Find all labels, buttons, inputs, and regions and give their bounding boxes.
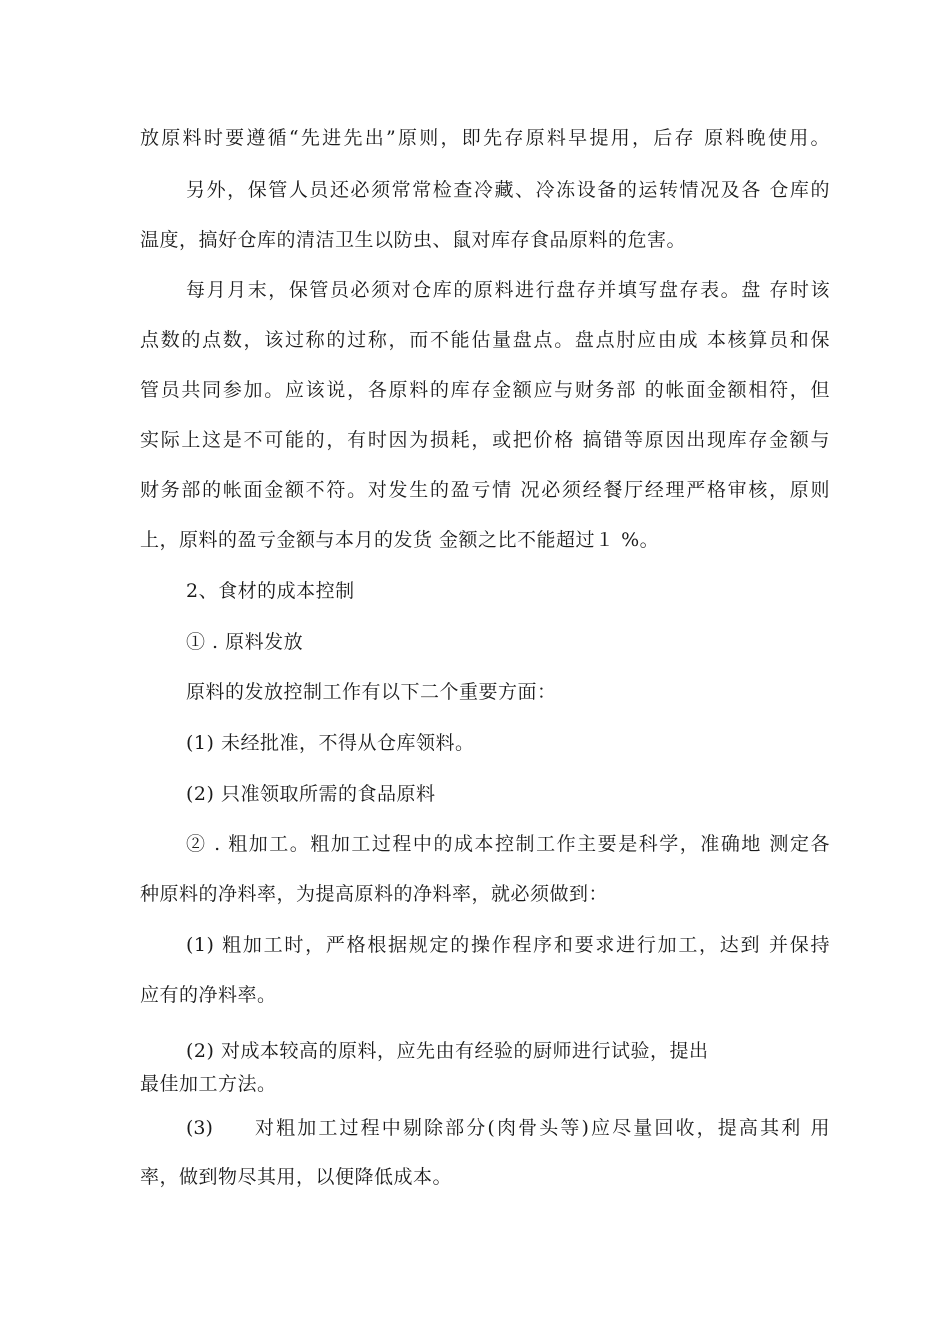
paragraph-line: 实际上这是不可能的，有时因为损耗，或把价格 搞错等原因出现库存金额与 (140, 429, 830, 451)
paragraph-line: 原料的发放控制工作有以下二个重要方面： (186, 681, 557, 703)
list-item: (2) 对成本较高的原料，应先由有经验的厨师进行试验，提出 (186, 1040, 709, 1062)
paragraph-line: 放原料时要遵循“先进先出”原则，即先存原料早提用，后存 原料晚使用。 (140, 127, 830, 149)
list-item: (2) 只准领取所需的食品原料 (186, 783, 436, 805)
list-item: (1) 粗加工时，严格根据规定的操作程序和要求进行加工，达到 并保持 (186, 934, 830, 956)
paragraph-line: 财务部的帐面金额不符。对发生的盈亏情 况必须经餐厅经理严格审核，原则 (140, 479, 830, 501)
paragraph-line: ② . 粗加工。粗加工过程中的成本控制工作主要是科学，准确地 测定各 (186, 833, 830, 855)
list-item-number: (3) (186, 1117, 213, 1139)
paragraph-line: 上，原料的盈亏金额与本月的发货 金额之比不能超过１ %。 (140, 529, 660, 551)
paragraph-line: 率，做到物尽其用，以便降低成本。 (140, 1166, 453, 1188)
section-heading: 2、食材的成本控制 (186, 580, 355, 602)
paragraph-line: 另外，保管人员还必须常常检查冷藏、冷冻设备的运转情况及各 仓库的 (186, 179, 830, 201)
paragraph-line: 点数的点数，该过称的过称，而不能估量盘点。盘点肘应由成 本核算员和保 (140, 329, 830, 351)
list-item: (1) 未经批准，不得从仓库领料。 (186, 732, 475, 754)
list-item: 对粗加工过程中剔除部分(肉骨头等)应尽量回收，提高其利 用 (255, 1117, 830, 1139)
paragraph-line: 温度，搞好仓库的清洁卫生以防虫、鼠对库存食品原料的危害。 (140, 229, 687, 251)
paragraph-line: 种原料的净料率，为提高原料的净料率，就必须做到： (140, 883, 609, 905)
paragraph-line: 最佳加工方法。 (140, 1073, 277, 1095)
paragraph-line: 每月月末，保管员必须对仓库的原料进行盘存并填写盘存表。盘 存时该 (186, 279, 830, 301)
paragraph-line: 管员共同参加。应该说，各原料的库存金额应与财务部 的帐面金额相符，但 (140, 379, 830, 401)
subsection-heading: ① . 原料发放 (186, 631, 304, 653)
paragraph-line: 应有的净料率。 (140, 984, 277, 1006)
